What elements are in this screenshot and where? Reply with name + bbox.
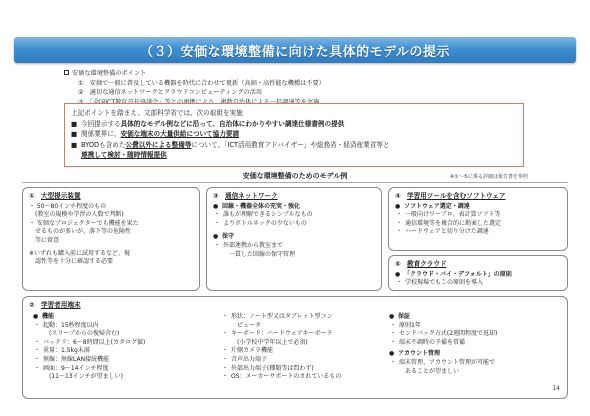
card-list-item: ・ OS：メーカーサポートのされているもの [221, 373, 391, 382]
summary-item: ② 適切な通信ネットワークとクラウドコンピューティングの活用 [78, 89, 263, 97]
card-list-item: ・ 片側カメラ機能 [221, 347, 391, 356]
bullet-dot-icon: ● [389, 313, 395, 320]
card-subheading [395, 203, 561, 212]
device-functions-column [33, 313, 223, 382]
model-card-student-device [22, 296, 568, 399]
card-subheading [389, 313, 559, 322]
initiatives-intro: 上記ポイントを踏まえ、文部科学省では、次の取組を実施 [71, 109, 243, 117]
card-list-item: ・ ハードウェアと切り分けた調達 [395, 228, 561, 237]
bullet-dot-icon: ● [213, 202, 219, 210]
card-line: (教室の規模や学習の人数で判断) [29, 211, 124, 219]
card-title [395, 192, 561, 201]
card-line: ・ 50～80インチ程度のもの [29, 202, 107, 210]
ministry-initiatives-box [64, 103, 524, 167]
bullet-dot-icon: ● [213, 233, 219, 241]
card-list-item-continuation: ピュータ [231, 321, 262, 329]
card-line: ・ 安価なプロジェクターでも機能を果た [29, 219, 139, 227]
card-title [395, 260, 561, 269]
subheading-text: ソフトウェア選定・調達 [404, 202, 470, 210]
card-list-item-continuation: (11～13インチが望ましい) [43, 373, 123, 381]
card-line: せるものが多いが、落下等の危険性 [29, 228, 132, 236]
summary-points [64, 69, 504, 107]
initiative-emphasis: 安価な端末の大量供給について協力要請 [120, 130, 240, 139]
card-list-item: ・ キーボード：ハードウェアキーボード [221, 330, 391, 339]
square-bullet-icon: ■ [71, 140, 78, 149]
card-list-item-continuation: (スリープからの復帰含む) [43, 330, 120, 338]
card-list-item: ・ 端末管理、アカウント管理が可能で [389, 359, 559, 368]
card-title-text: 教育クラウド [407, 260, 447, 268]
initiative-text: 関係業界に、 [81, 130, 121, 139]
card-list-item-continuation: (小学校中学年以上で必須) [231, 338, 308, 346]
bullet-dot-icon: ● [395, 270, 401, 278]
card-number: ① [29, 192, 35, 200]
initiative-emphasis: 具体的なモデル例などに沿って、自治体にわかりやすい調達仕様書例の提供 [120, 119, 345, 128]
card-title [29, 192, 193, 201]
subheading-text: 「クラウド・バイ・デフォルト」の原則 [404, 270, 512, 278]
checkbox-square-icon [64, 70, 69, 75]
card-list-item: ・ 形状：ノート型又はタブレット型コン [221, 313, 391, 322]
card-subheading [33, 313, 223, 322]
card-list-item: ・ 外部連携から教室まで [213, 242, 375, 251]
card-list-item: ・ 通信環境等を複合的に勘案した選定 [395, 220, 561, 229]
bullet-dot-icon: ● [395, 202, 401, 210]
model-card-large-display [22, 187, 200, 291]
initiative-item [71, 119, 517, 130]
card-list-item: ・ 画面：9～14インチ程度 [33, 365, 223, 374]
page-number: 14 [552, 385, 560, 392]
card-number: ④ [395, 192, 401, 200]
card-number: ③ [213, 192, 219, 200]
device-support-column [389, 313, 559, 376]
device-specs-column [221, 313, 391, 382]
card-title [213, 192, 375, 201]
initiative-emphasis: 公費以外による整備等 [125, 140, 192, 149]
card-list-item-continuation: 一貫した回線の保守管理 [223, 250, 296, 258]
card-title-text: 学習用ツールを含むソフトウェア [407, 192, 506, 200]
summary-item: ① 安価で一般に普及している機器を時代に合わせて更新（高価・高性能な機種は不要） [78, 79, 325, 87]
card-subheading [389, 350, 559, 359]
initiative-text: について、「ICT活用教育アドバイザー」や総務省・経済産業省等と [191, 140, 390, 149]
card-list-item: ・ 端末不調時の予備を常備 [389, 339, 559, 348]
models-section-note: ※①～⑤に係る詳細は報告書を参照 [449, 174, 528, 180]
card-list-item: ・ センドバック方式(2週間程度で返却) [389, 330, 559, 339]
summary-heading-text: 安価な環境整備のポイント [72, 70, 147, 77]
subheading-text: アカウント管理 [398, 350, 440, 358]
card-list-item: ・ バッテリ：6～8時間以上(カタログ値) [33, 339, 223, 348]
card-number: ⑤ [395, 260, 401, 268]
initiative-item [71, 129, 517, 140]
card-note: ※いずれも購入前に試用するなど、視 [29, 249, 131, 257]
initiative-item-continuation [71, 150, 517, 161]
section-divider [22, 182, 568, 183]
card-list-item: ・ 無線：無線LAN接続機能 [33, 356, 223, 365]
card-list-item: ・ 音声出力端子 [221, 356, 391, 365]
card-line: 等に留意 [29, 236, 60, 244]
card-number: ② [29, 301, 35, 309]
square-bullet-icon: ■ [71, 119, 78, 128]
model-card-software [388, 187, 568, 251]
model-card-cloud [388, 255, 568, 291]
model-card-network [206, 187, 382, 291]
initiative-text: BYODも含めた [81, 140, 126, 149]
card-subheading [213, 203, 375, 212]
card-list-item: ・ よりボトルネックの少ないもの [213, 220, 375, 229]
initiative-item [71, 140, 517, 151]
bullet-dot-icon: ● [389, 350, 395, 358]
card-title-text: 通信ネットワーク [225, 192, 278, 200]
card-subheading [395, 271, 561, 280]
summary-heading [64, 69, 504, 79]
card-list-item-continuation: あることが望ましい [399, 367, 460, 375]
card-list-item: ・ 原則1年 [389, 322, 559, 331]
page-title: （３）安価な環境整備に向けた具体的モデルの提示 [140, 44, 450, 60]
card-title-text: 学習者用端末 [41, 301, 81, 309]
models-section-title: 安価な環境整備のためのモデル例 [242, 172, 348, 180]
card-note: 認性等を十分に確認する必要 [29, 258, 114, 266]
initiative-text: 今回提示する [81, 119, 121, 128]
initiative-emphasis: 連携して検討・随時情報提供 [81, 151, 167, 160]
card-list-item: ・ 起動：15秒程度以内 [33, 322, 223, 331]
card-list-item: ・ 一般向けワープロ、表計算ソフト等 [395, 211, 561, 220]
subheading-text: 機能 [42, 313, 55, 320]
subheading-text: 保守 [222, 233, 235, 241]
title-banner [14, 37, 576, 63]
card-title-text: 大型提示装置 [41, 192, 81, 200]
card-list-item: ・ 学校現場でもこの原則を導入 [395, 279, 561, 288]
subheading-text: 回線・機器全体の充実・強化 [222, 202, 301, 210]
card-list-item: ・ 重量：1.5kg未満 [33, 347, 223, 356]
bullet-dot-icon: ● [33, 313, 39, 320]
card-list-item: ・ 外部出力端子(種類等は問わず) [221, 365, 391, 374]
square-bullet-icon: ■ [71, 130, 78, 139]
card-subheading [213, 233, 375, 242]
subheading-text: 保証 [398, 313, 411, 320]
card-list-item: ・ 誰もが理解できるシンプルなもの [213, 211, 375, 220]
card-title [29, 301, 561, 310]
